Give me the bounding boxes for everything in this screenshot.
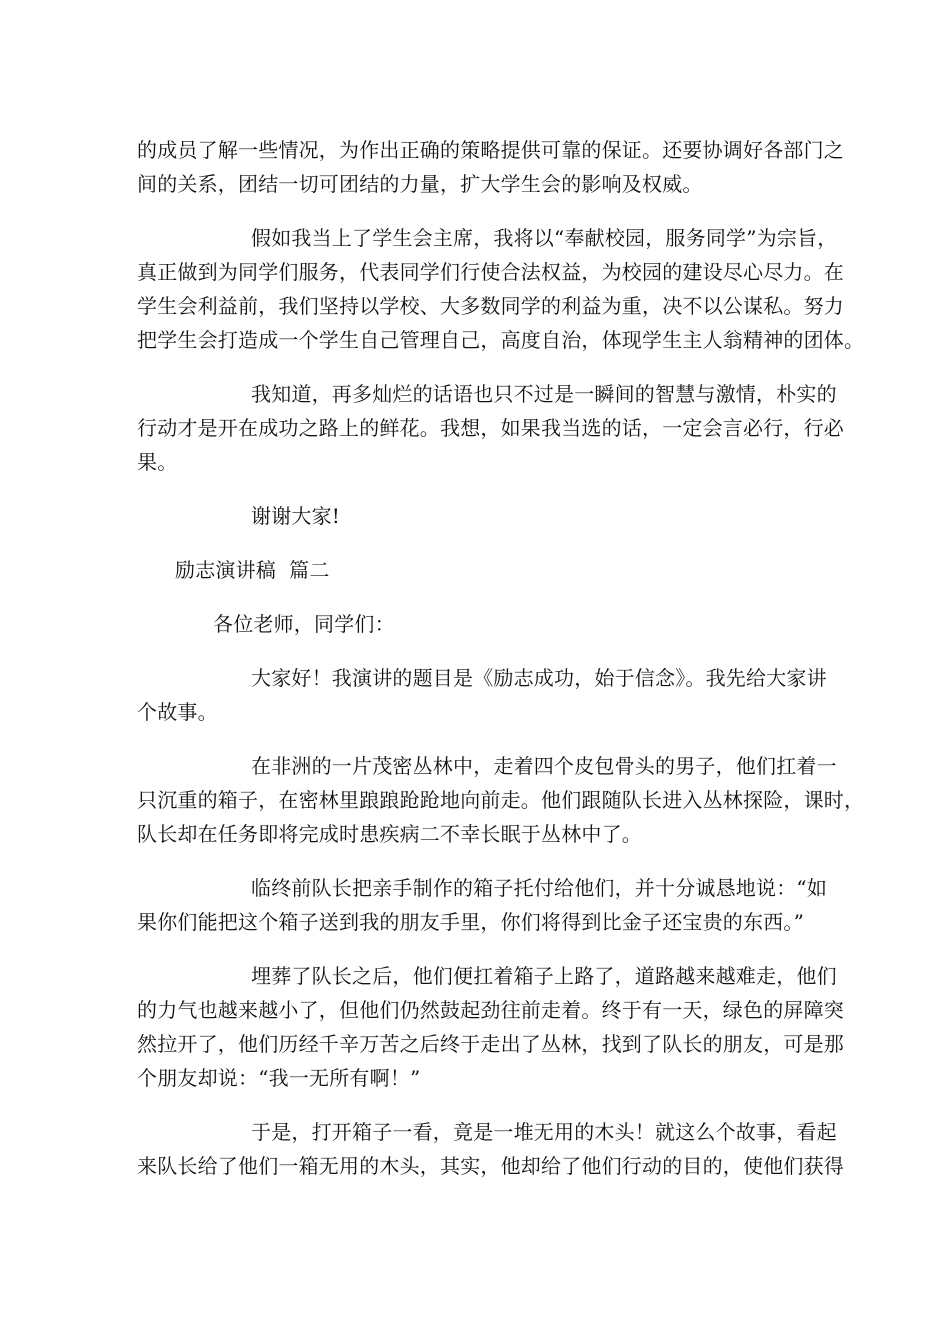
text-line: 队长却在任务即将完成时患疾病二不幸长眠于丛林中了。 xyxy=(137,822,642,846)
text-line: 埋葬了队长之后，他们便扛着箱子上路了，道路越来越难走，他们 xyxy=(251,964,837,988)
text-line: 临终前队长把亲手制作的箱子托付给他们，并十分诚恳地说：“如 xyxy=(251,876,828,900)
text-line: 然拉开了，他们历经千辛万苦之后终于走出了丛林，找到了队长的朋友，可是那 xyxy=(137,1032,844,1056)
text-line: 学生会利益前，我们坚持以学校、大多数同学的利益为重，决不以公谋私。努力 xyxy=(137,294,844,318)
closing-line: 谢谢大家! xyxy=(251,504,341,528)
text-line: 把学生会打造成一个学生自己管理自己，高度自治，体现学生主人翁精神的团体。 xyxy=(137,328,865,352)
text-line: 个朋友却说：“我一无所有啊！” xyxy=(137,1066,421,1090)
text-line: 真正做到为同学们服务，代表同学们行使合法权益，为校园的建设尽心尽力。在 xyxy=(137,260,844,284)
text-line: 假如我当上了学生会主席，我将以“奉献校园，服务同学”为宗旨， xyxy=(251,226,838,250)
text-line: 果你们能把这个箱子送到我的朋友手里，你们将得到比金子还宝贵的东西。” xyxy=(137,910,805,934)
salutation-line: 各位老师，同学们： xyxy=(213,612,395,636)
text-line: 间的关系，团结一切可团结的力量，扩大学生会的影响及权威。 xyxy=(137,172,703,196)
text-line: 的力气也越来越小了，但他们仍然鼓起劲往前走着。终于有一天，绿色的屏障突 xyxy=(137,998,844,1022)
text-line: 我知道，再多灿烂的话语也只不过是一瞬间的智慧与激情，朴实的 xyxy=(251,382,837,406)
text-line: 于是，打开箱子一看，竟是一堆无用的木头！就这么个故事，看起 xyxy=(251,1120,837,1144)
text-line: 行动才是开在成功之路上的鲜花。我想，如果我当选的话，一定会言必行，行必 xyxy=(137,416,844,440)
text-line: 果。 xyxy=(137,450,178,474)
section-heading: 励志演讲稿 篇二 xyxy=(175,558,330,582)
text-line: 来队长给了他们一箱无用的木头，其实，他却给了他们行动的目的，使他们获得 xyxy=(137,1154,844,1178)
text-line: 只沉重的箱子，在密林里踉踉跄跄地向前走。他们跟随队长进入丛林探险，课时， xyxy=(137,788,865,812)
text-line: 的成员了解一些情况，为作出正确的策略提供可靠的保证。还要协调好各部门之 xyxy=(137,138,844,162)
text-line: 在非洲的一片茂密丛林中，走着四个皮包骨头的男子，他们扛着一 xyxy=(251,754,837,778)
text-line: 大家好！我演讲的题目是《励志成功，始于信念》。我先给大家讲 xyxy=(251,666,827,690)
text-line: 个故事。 xyxy=(137,700,218,724)
